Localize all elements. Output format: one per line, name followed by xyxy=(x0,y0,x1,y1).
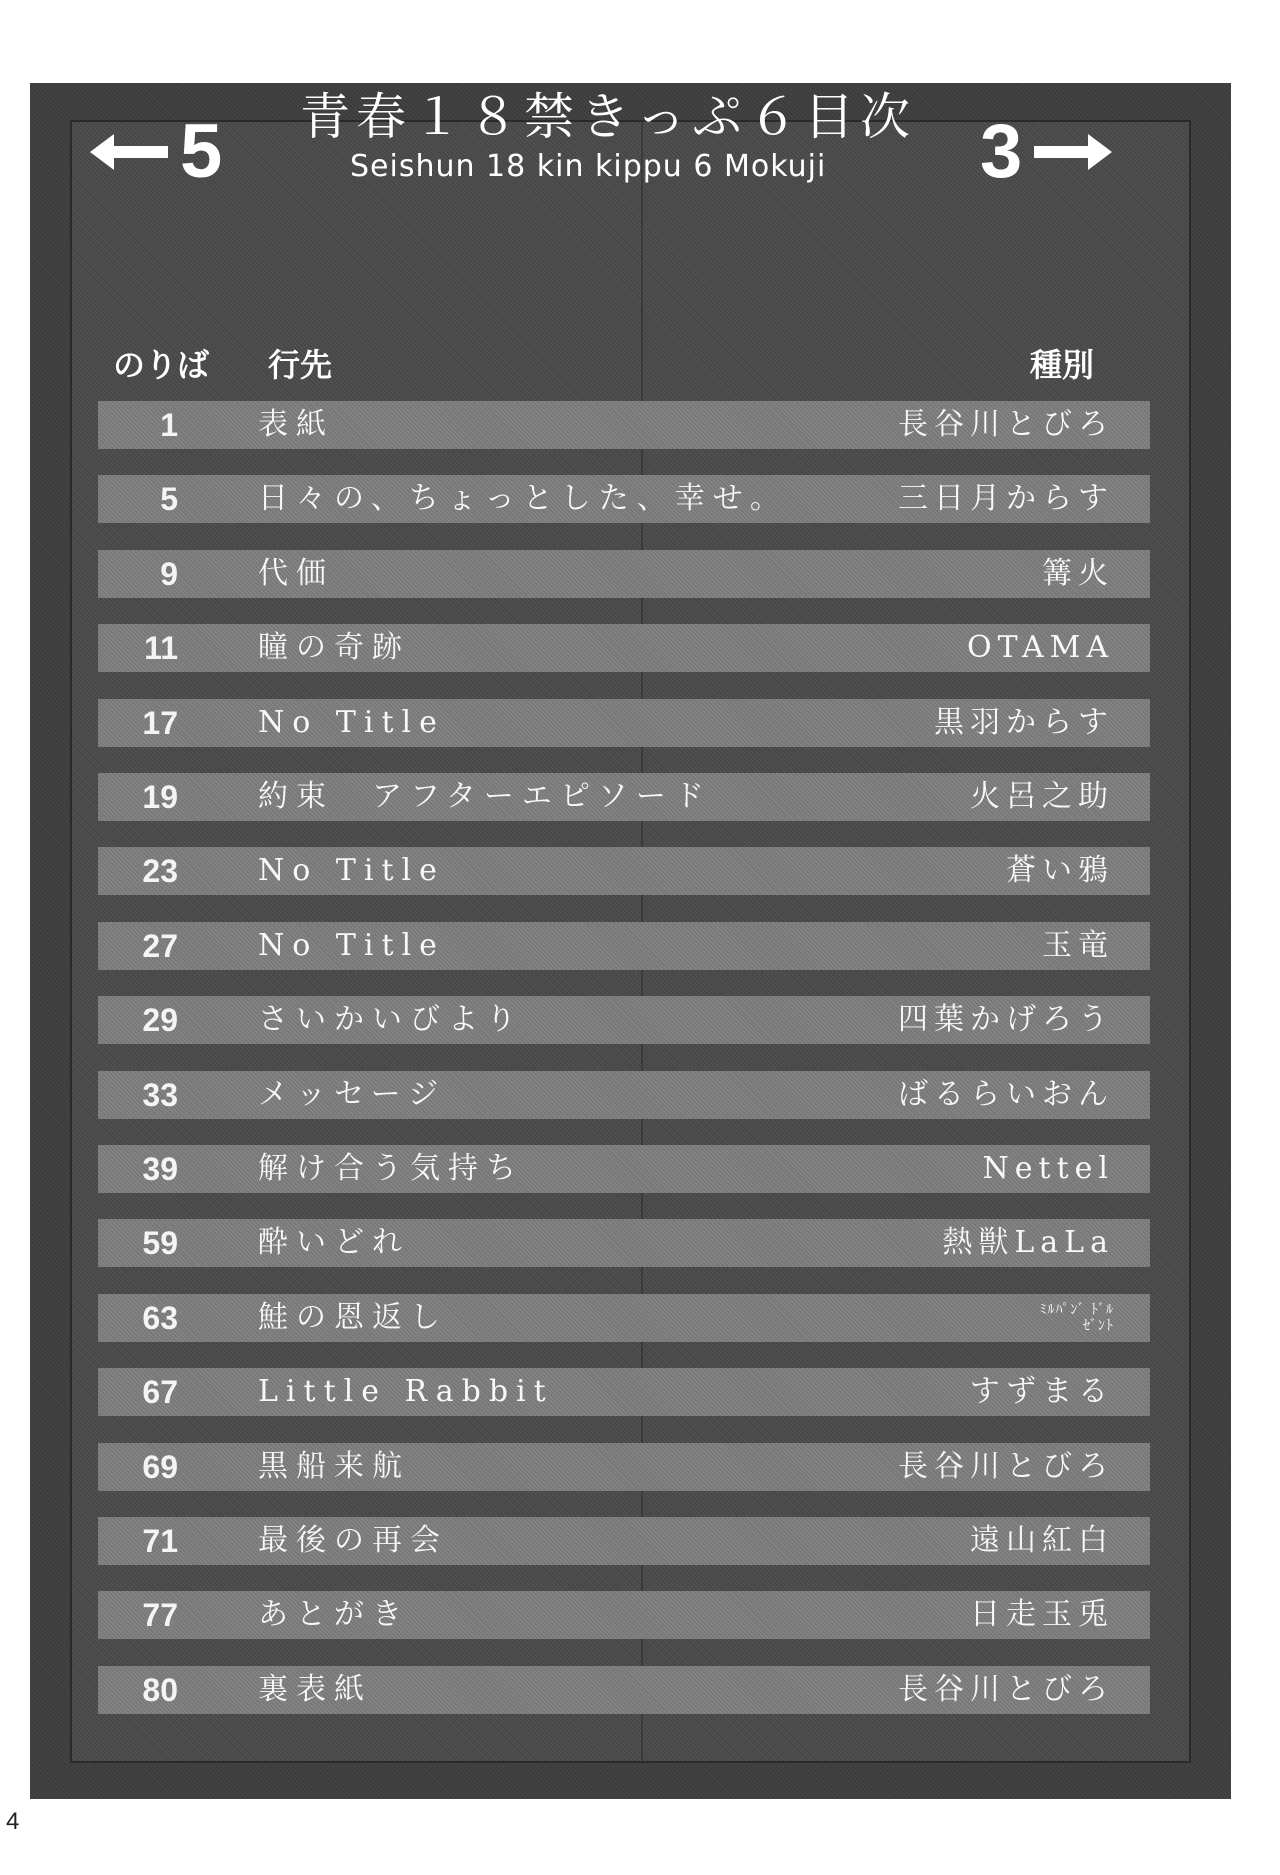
toc-row-title: No Title xyxy=(258,927,445,963)
toc-row xyxy=(98,847,1150,895)
toc-row-title: No Title xyxy=(258,704,445,740)
toc-row xyxy=(98,1219,1150,1267)
toc-row xyxy=(98,401,1150,449)
toc-row-title: 表紙 xyxy=(258,407,334,442)
column-header-kind: 種別 xyxy=(1030,346,1095,384)
toc-row xyxy=(98,550,1150,598)
toc-row xyxy=(98,624,1150,672)
page-title: 青春１８禁きっぷ６目次 xyxy=(300,88,916,146)
toc-row-page: 69 xyxy=(142,1448,178,1485)
toc-row-author: 日走玉兎 xyxy=(970,1597,1114,1633)
toc-row-page: 80 xyxy=(142,1671,178,1708)
toc-row-author: OTAMA xyxy=(966,630,1114,666)
toc-row-author: ﾐﾙﾊﾟﾝﾞ ﾄﾞﾙｾﾞﾝﾄ xyxy=(1039,1301,1114,1334)
toc-row xyxy=(98,922,1150,970)
title-block xyxy=(300,90,960,184)
toc-row-author: Nettel xyxy=(982,1151,1114,1186)
column-header-platform: のりば xyxy=(113,346,210,384)
toc-row-page: 23 xyxy=(142,853,178,890)
toc-row-title: あとがき xyxy=(258,1597,410,1633)
toc-row-page: 19 xyxy=(142,779,178,815)
toc-row-page: 1 xyxy=(160,407,178,443)
toc-row-title: No Title xyxy=(258,853,445,889)
prev-page-number: 5 xyxy=(180,109,223,194)
arrow-left-icon xyxy=(90,132,170,172)
toc-row xyxy=(98,1591,1150,1639)
toc-row xyxy=(98,699,1150,747)
next-page-indicator xyxy=(980,109,1112,194)
toc-row-page: 11 xyxy=(144,630,178,667)
toc-row-title: 約束 アフターエピソード xyxy=(258,779,712,814)
toc-row xyxy=(98,1666,1150,1714)
toc-row xyxy=(98,1145,1150,1193)
page-number: 4 xyxy=(6,1808,20,1835)
toc-row-author: ばるらいおん xyxy=(898,1076,1114,1112)
toc-row-title: メッセージ xyxy=(258,1076,447,1112)
toc-row xyxy=(98,1443,1150,1491)
toc-row-author: 長谷川とびろ xyxy=(898,1671,1114,1707)
toc-row xyxy=(98,996,1150,1044)
toc-row-author: 四葉かげろう xyxy=(898,1002,1114,1038)
toc-row-page: 59 xyxy=(142,1225,178,1262)
toc-row-title: Little Rabbit xyxy=(258,1374,554,1410)
toc-row-title: 解け合う気持ち xyxy=(258,1151,524,1186)
next-page-number: 3 xyxy=(980,109,1023,194)
toc-row-title: 黒船来航 xyxy=(258,1448,410,1484)
toc-row-author: 蒼い鴉 xyxy=(1006,853,1114,889)
toc-row-author: 遠山紅白 xyxy=(970,1523,1114,1558)
toc-row xyxy=(98,1368,1150,1416)
toc-row-title: 酔いどれ xyxy=(258,1225,410,1261)
toc-row xyxy=(98,475,1150,523)
toc-row-author: 三日月からす xyxy=(898,481,1114,517)
toc-row-author: 火呂之助 xyxy=(970,779,1114,814)
toc-row-page: 77 xyxy=(142,1597,178,1634)
toc-row-page: 9 xyxy=(160,555,178,592)
toc-row-page: 17 xyxy=(142,704,178,741)
toc-row-author: 長谷川とびろ xyxy=(898,1448,1114,1484)
toc-row-page: 67 xyxy=(142,1374,178,1411)
column-header-destination: 行先 xyxy=(268,346,333,384)
toc-row-page: 33 xyxy=(142,1076,178,1113)
toc-row-title: 最後の再会 xyxy=(258,1523,448,1558)
toc-row-page: 5 xyxy=(160,481,178,518)
toc-row-author: 玉竜 xyxy=(1042,927,1114,963)
toc-row-title: 鮭の恩返し xyxy=(258,1299,448,1335)
toc-row-author: 長谷川とびろ xyxy=(898,407,1114,442)
toc-row-author: 黒羽からす xyxy=(934,704,1114,740)
toc-row xyxy=(98,1071,1150,1119)
toc-row-page: 27 xyxy=(142,927,178,964)
toc-row-title: 瞳の奇跡 xyxy=(258,630,410,666)
toc-row xyxy=(98,1517,1150,1565)
prev-page-indicator xyxy=(90,109,223,194)
toc-row-page: 63 xyxy=(142,1299,178,1336)
toc-row-author: 熱獣LaLa xyxy=(942,1225,1114,1261)
toc-row-author: すずまる xyxy=(969,1374,1114,1410)
toc-row-title: 代価 xyxy=(258,555,334,591)
toc-row-title: 裏表紙 xyxy=(258,1671,372,1707)
page-subtitle: Seishun 18 kin kippu 6 Mokuji xyxy=(350,149,827,184)
toc-row-page: 71 xyxy=(142,1523,178,1559)
toc-row xyxy=(98,1294,1150,1342)
toc-row xyxy=(98,773,1150,821)
toc-row-title: 日々の、ちょっとした、幸せ。 xyxy=(258,481,788,517)
arrow-right-icon xyxy=(1032,132,1112,172)
toc-row-author: 篝火 xyxy=(1042,555,1114,591)
toc-row-page: 29 xyxy=(142,1002,178,1039)
toc-row-page: 39 xyxy=(142,1151,178,1187)
toc-row-title: さいかいびより xyxy=(258,1002,524,1038)
